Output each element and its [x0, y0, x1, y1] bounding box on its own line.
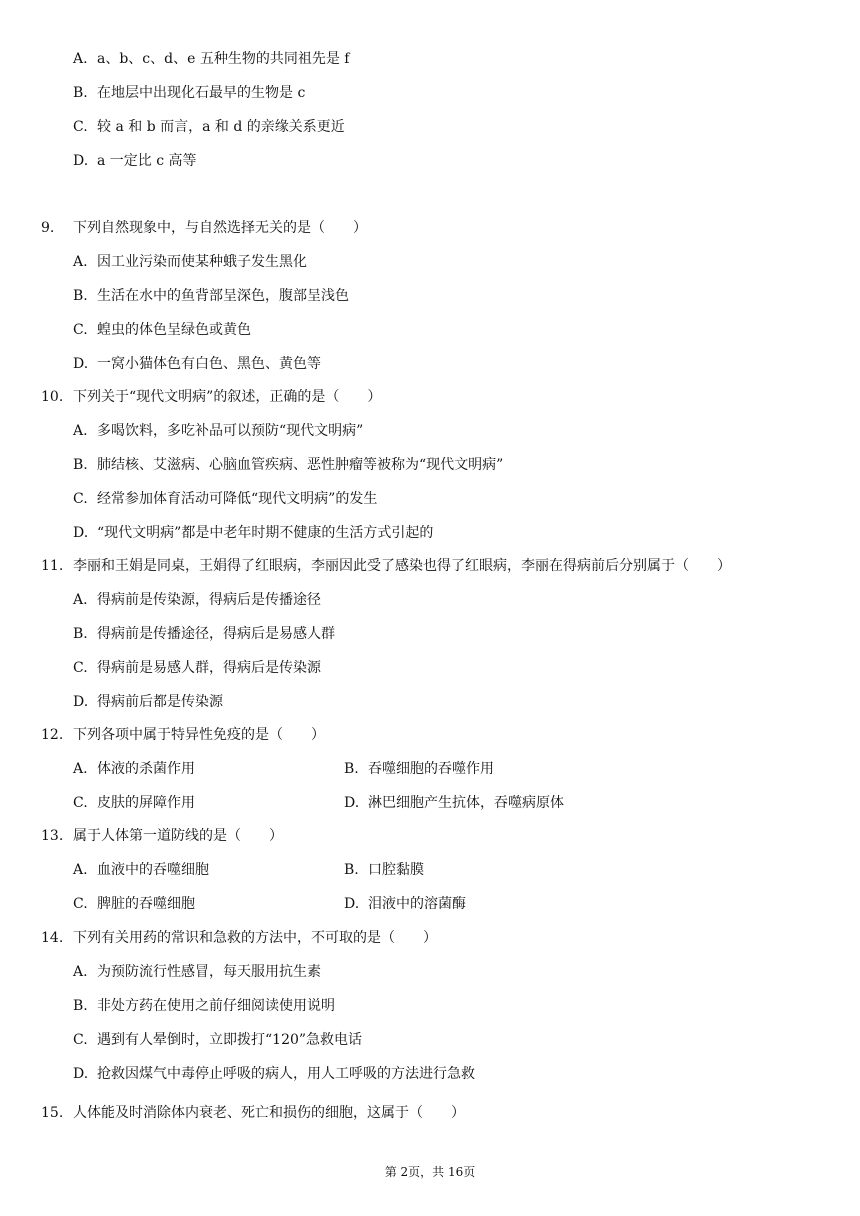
option-letter: A. [73, 761, 88, 777]
option-letter: A. [73, 423, 88, 439]
option-text: 血液中的吞噬细胞 [97, 862, 209, 878]
option-letter: B. [73, 457, 88, 473]
question-number: 12. [41, 727, 64, 743]
option-letter: D. [73, 356, 89, 372]
option-text: 抢救因煤气中毒停止呼吸的病人，用人工呼吸的方法进行急救 [97, 1066, 475, 1082]
question-number: 11. [41, 558, 64, 574]
option-letter: A. [73, 862, 88, 878]
option-letter: B. [344, 862, 359, 878]
option-d [344, 895, 466, 913]
q8-option-c [73, 118, 345, 136]
option-text: 得病前是传播途径，得病后是易感人群 [97, 626, 335, 642]
option-a [73, 861, 209, 879]
q8-option-d [73, 152, 197, 170]
option-letter: D. [344, 795, 360, 811]
option-c [73, 490, 377, 508]
question-number: 9. [41, 220, 55, 236]
option-letter: D. [73, 525, 89, 541]
option-letter: C. [73, 896, 88, 912]
option-text: 较 a 和 b 而言，a 和 d 的亲缘关系更近 [97, 119, 345, 135]
option-text: 因工业污染而使某种蛾子发生黑化 [97, 254, 307, 270]
option-d [73, 1065, 475, 1083]
option-text: 口腔黏膜 [368, 862, 424, 878]
option-a [73, 253, 307, 271]
option-text: a、b、c、d、e 五种生物的共同祖先是 f [97, 51, 350, 67]
option-letter: C. [73, 119, 88, 135]
option-text: 蝗虫的体色呈绿色或黄色 [97, 322, 251, 338]
option-text: 遇到有人晕倒时，立即拨打“120”急救电话 [97, 1032, 363, 1048]
question-stem: 下列自然现象中，与自然选择无关的是（ ） [73, 220, 367, 236]
option-letter: C. [73, 795, 88, 811]
option-letter: B. [73, 626, 88, 642]
option-c [73, 794, 195, 812]
option-letter: B. [73, 998, 88, 1014]
option-d [73, 693, 223, 711]
option-c [73, 1031, 362, 1049]
option-text: a 一定比 c 高等 [97, 153, 197, 169]
option-text: “现代文明病”都是中老年时期不健康的生活方式引起的 [97, 525, 434, 541]
option-text: 经常参加体育活动可降低“现代文明病”的发生 [97, 491, 378, 507]
question-stem: 人体能及时消除体内衰老、死亡和损伤的细胞，这属于（ ） [73, 1105, 465, 1121]
option-letter: D. [73, 694, 89, 710]
option-b [73, 456, 503, 474]
option-text: 吞噬细胞的吞噬作用 [368, 761, 494, 777]
option-text: 生活在水中的鱼背部呈深色，腹部呈浅色 [97, 288, 349, 304]
question-number: 15. [41, 1105, 64, 1121]
option-b [73, 625, 335, 643]
question-number: 14. [41, 930, 64, 946]
option-b [73, 997, 335, 1015]
option-b [73, 287, 349, 305]
q8-option-a [73, 50, 349, 68]
option-text: 为预防流行性感冒，每天服用抗生素 [97, 964, 321, 980]
page-footer: 第 2页，共 16页 [384, 1165, 476, 1179]
option-a [73, 422, 363, 440]
option-letter: A. [73, 592, 88, 608]
option-text: 得病前是传染源，得病后是传播途径 [97, 592, 321, 608]
option-a [73, 963, 321, 981]
option-letter: A. [73, 254, 88, 270]
option-text: 非处方药在使用之前仔细阅读使用说明 [97, 998, 335, 1014]
option-letter: C. [73, 1032, 88, 1048]
option-c [73, 321, 251, 339]
question-stem: 下列有关用药的常识和急救的方法中，不可取的是（ ） [73, 930, 437, 946]
q8-option-b [73, 84, 305, 102]
option-b [344, 861, 424, 879]
option-a [73, 591, 321, 609]
option-letter: C. [73, 322, 88, 338]
question-stem: 属于人体第一道防线的是（ ） [73, 828, 283, 844]
option-text: 在地层中出现化石最早的生物是 c [97, 85, 306, 101]
option-a [73, 760, 195, 778]
option-letter: B. [73, 288, 88, 304]
option-text: 淋巴细胞产生抗体，吞噬病原体 [368, 795, 564, 811]
question-stem: 下列关于“现代文明病”的叙述，正确的是（ ） [73, 389, 382, 405]
option-c [73, 659, 321, 677]
option-text: 得病前是易感人群，得病后是传染源 [97, 660, 321, 676]
option-letter: C. [73, 660, 88, 676]
option-b [344, 760, 494, 778]
option-letter: B. [344, 761, 359, 777]
question-stem: 李丽和王娟是同桌，王娟得了红眼病，李丽因此受了感染也得了红眼病，李丽在得病前后分别属于（ ） [73, 558, 731, 574]
option-text: 多喝饮料，多吃补品可以预防“现代文明病” [97, 423, 364, 439]
question-number: 13. [41, 828, 64, 844]
option-letter: B. [73, 85, 88, 101]
option-d [73, 355, 321, 373]
option-letter: A. [73, 51, 88, 67]
option-letter: D. [344, 896, 360, 912]
option-letter: D. [73, 153, 89, 169]
option-text: 一窝小猫体色有白色、黑色、黄色等 [97, 356, 321, 372]
option-text: 体液的杀菌作用 [97, 761, 195, 777]
option-text: 皮肤的屏障作用 [97, 795, 195, 811]
option-c [73, 895, 195, 913]
option-text: 脾脏的吞噬细胞 [97, 896, 195, 912]
option-d [73, 524, 433, 542]
option-d [344, 794, 564, 812]
option-text: 肺结核、艾滋病、心脑血管疾病、恶性肿瘤等被称为“现代文明病” [97, 457, 504, 473]
option-text: 得病前后都是传染源 [97, 694, 223, 710]
question-stem: 下列各项中属于特异性免疫的是（ ） [73, 727, 325, 743]
option-letter: D. [73, 1066, 89, 1082]
option-letter: A. [73, 964, 88, 980]
question-number: 10. [41, 389, 64, 405]
option-text: 泪液中的溶菌酶 [368, 896, 466, 912]
option-letter: C. [73, 491, 88, 507]
